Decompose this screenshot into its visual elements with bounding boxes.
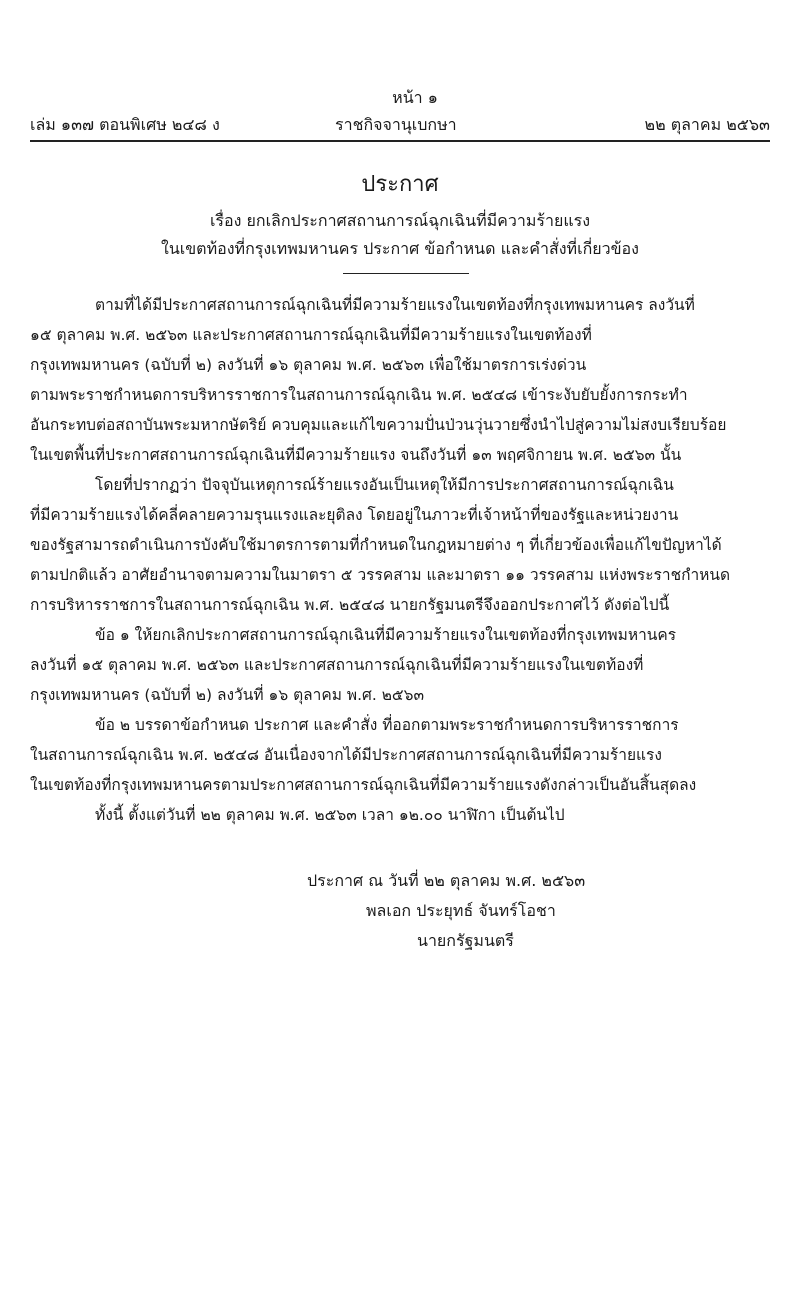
clause-1-line: กรุงเทพมหานคร (ฉบับที่ ๒) ลงวันที่ ๑๖ ตุลาคม พ.ศ. ๒๕๖๓ (30, 686, 425, 704)
body-line: ตามพระราชกำหนดการบริหารราชการในสถานการณ์ฉุกเฉิน พ.ศ. ๒๕๔๘ เข้าระงับยับยั้งการกระทำ (30, 386, 688, 404)
body-line: ในเขตพื้นที่ประกาศสถานการณ์ฉุกเฉินที่มีความร้ายแรง จนถึงวันที่ ๑๓ พฤศจิกายน พ.ศ. ๒๕๖๓ นั้น (30, 446, 682, 464)
effective-date-line: ทั้งนี้ ตั้งแต่วันที่ ๒๒ ตุลาคม พ.ศ. ๒๕๖๓ เวลา ๑๒.๐๐ นาฬิกา เป็นต้นไป (95, 806, 565, 824)
title-divider (343, 273, 469, 274)
clause-2-line: ข้อ ๒ บรรดาข้อกำหนด ประกาศ และคำสั่ง ที่ออกตามพระราชกำหนดการบริหารราชการ (95, 716, 679, 734)
body-line: ๑๕ ตุลาคม พ.ศ. ๒๕๖๓ และประกาศสถานการณ์ฉุกเฉินที่มีความร้ายแรงในเขตท้องที่ (30, 326, 592, 344)
gazette-header (30, 113, 770, 137)
signatory-name: พลเอก ประยุทธ์ จันทร์โอชา (366, 901, 556, 920)
subject-line: เรื่อง ยกเลิกประกาศสถานการณ์ฉุกเฉินที่มีความร้ายแรง (209, 211, 591, 230)
announcement-title: ประกาศ (361, 172, 439, 197)
body-line: ตามปกติแล้ว อาศัยอำนาจตามความในมาตรา ๕ วรรคสาม และมาตรา ๑๑ วรรคสาม แห่งพระราชกำหนด (30, 566, 731, 584)
clause-1-line: ข้อ ๑ ให้ยกเลิกประกาศสถานการณ์ฉุกเฉินที่มีความร้ายแรงในเขตท้องที่กรุงเทพมหานคร (95, 626, 677, 644)
signature-block (0, 866, 800, 956)
gazette-name: ราชกิจจานุเบกษา (335, 115, 457, 134)
body-line: ที่มีความร้ายแรงได้คลี่คลายความรุนแรงและยุติลง โดยอยู่ในภาวะที่เจ้าหน้าที่ของรัฐและหน่วยงาน (30, 506, 679, 524)
clause-1-line: ลงวันที่ ๑๕ ตุลาคม พ.ศ. ๒๕๖๓ และประกาศสถานการณ์ฉุกเฉินที่มีความร้ายแรงในเขตท้องที่ (30, 656, 644, 674)
volume-info: เล่ม ๑๓๗ ตอนพิเศษ ๒๔๘ ง (30, 115, 220, 134)
body-line: การบริหารราชการในสถานการณ์ฉุกเฉิน พ.ศ. ๒๕๔๘ นายกรัฐมนตรีจึงออกประกาศไว้ ดังต่อไปนี้ (30, 596, 670, 614)
page-number: หน้า ๑ (392, 88, 438, 107)
body-line: ของรัฐสามารถดำเนินการบังคับใช้มาตรการตามที่กำหนดในกฎหมายต่าง ๆ ที่เกี่ยวข้องเพื่อแก้ไขปัญหาได้ (30, 536, 722, 554)
signature-date: ประกาศ ณ วันที่ ๒๒ ตุลาคม พ.ศ. ๒๕๖๓ (307, 871, 586, 890)
body-line: โดยที่ปรากฏว่า ปัจจุบันเหตุการณ์ร้ายแรงอันเป็นเหตุให้มีการประกาศสถานการณ์ฉุกเฉิน (95, 476, 674, 494)
body-line: อันกระทบต่อสถาบันพระมหากษัตริย์ ควบคุมและแก้ไขความปั่นป่วนวุ่นวายซึ่งนำไปสู่ความไม่สงบเรียบร้อย (30, 416, 727, 434)
announcement-subject (0, 207, 800, 263)
clause-2-line: ในสถานการณ์ฉุกเฉิน พ.ศ. ๒๕๔๘ อันเนื่องจากได้มีประกาศสถานการณ์ฉุกเฉินที่มีความร้ายแรง (30, 746, 662, 764)
header-divider (30, 140, 770, 142)
announcement-body (30, 290, 770, 830)
body-line: ตามที่ได้มีประกาศสถานการณ์ฉุกเฉินที่มีความร้ายแรงในเขตท้องที่กรุงเทพมหานคร ลงวันที่ (95, 296, 695, 314)
clause-2-line: ในเขตท้องที่กรุงเทพมหานครตามประกาศสถานการณ์ฉุกเฉินที่มีความร้ายแรงดังกล่าวเป็นอันสิ้นสุดลง (30, 776, 697, 794)
gazette-date: ๒๒ ตุลาคม ๒๕๖๓ (644, 115, 770, 134)
body-line: กรุงเทพมหานคร (ฉบับที่ ๒) ลงวันที่ ๑๖ ตุลาคม พ.ศ. ๒๕๖๓ เพื่อใช้มาตรการเร่งด่วน (30, 356, 587, 374)
signatory-position: นายกรัฐมนตรี (417, 931, 514, 950)
subject-line: ในเขตท้องที่กรุงเทพมหานคร ประกาศ ข้อกำหนด และคำสั่งที่เกี่ยวข้อง (161, 239, 639, 258)
